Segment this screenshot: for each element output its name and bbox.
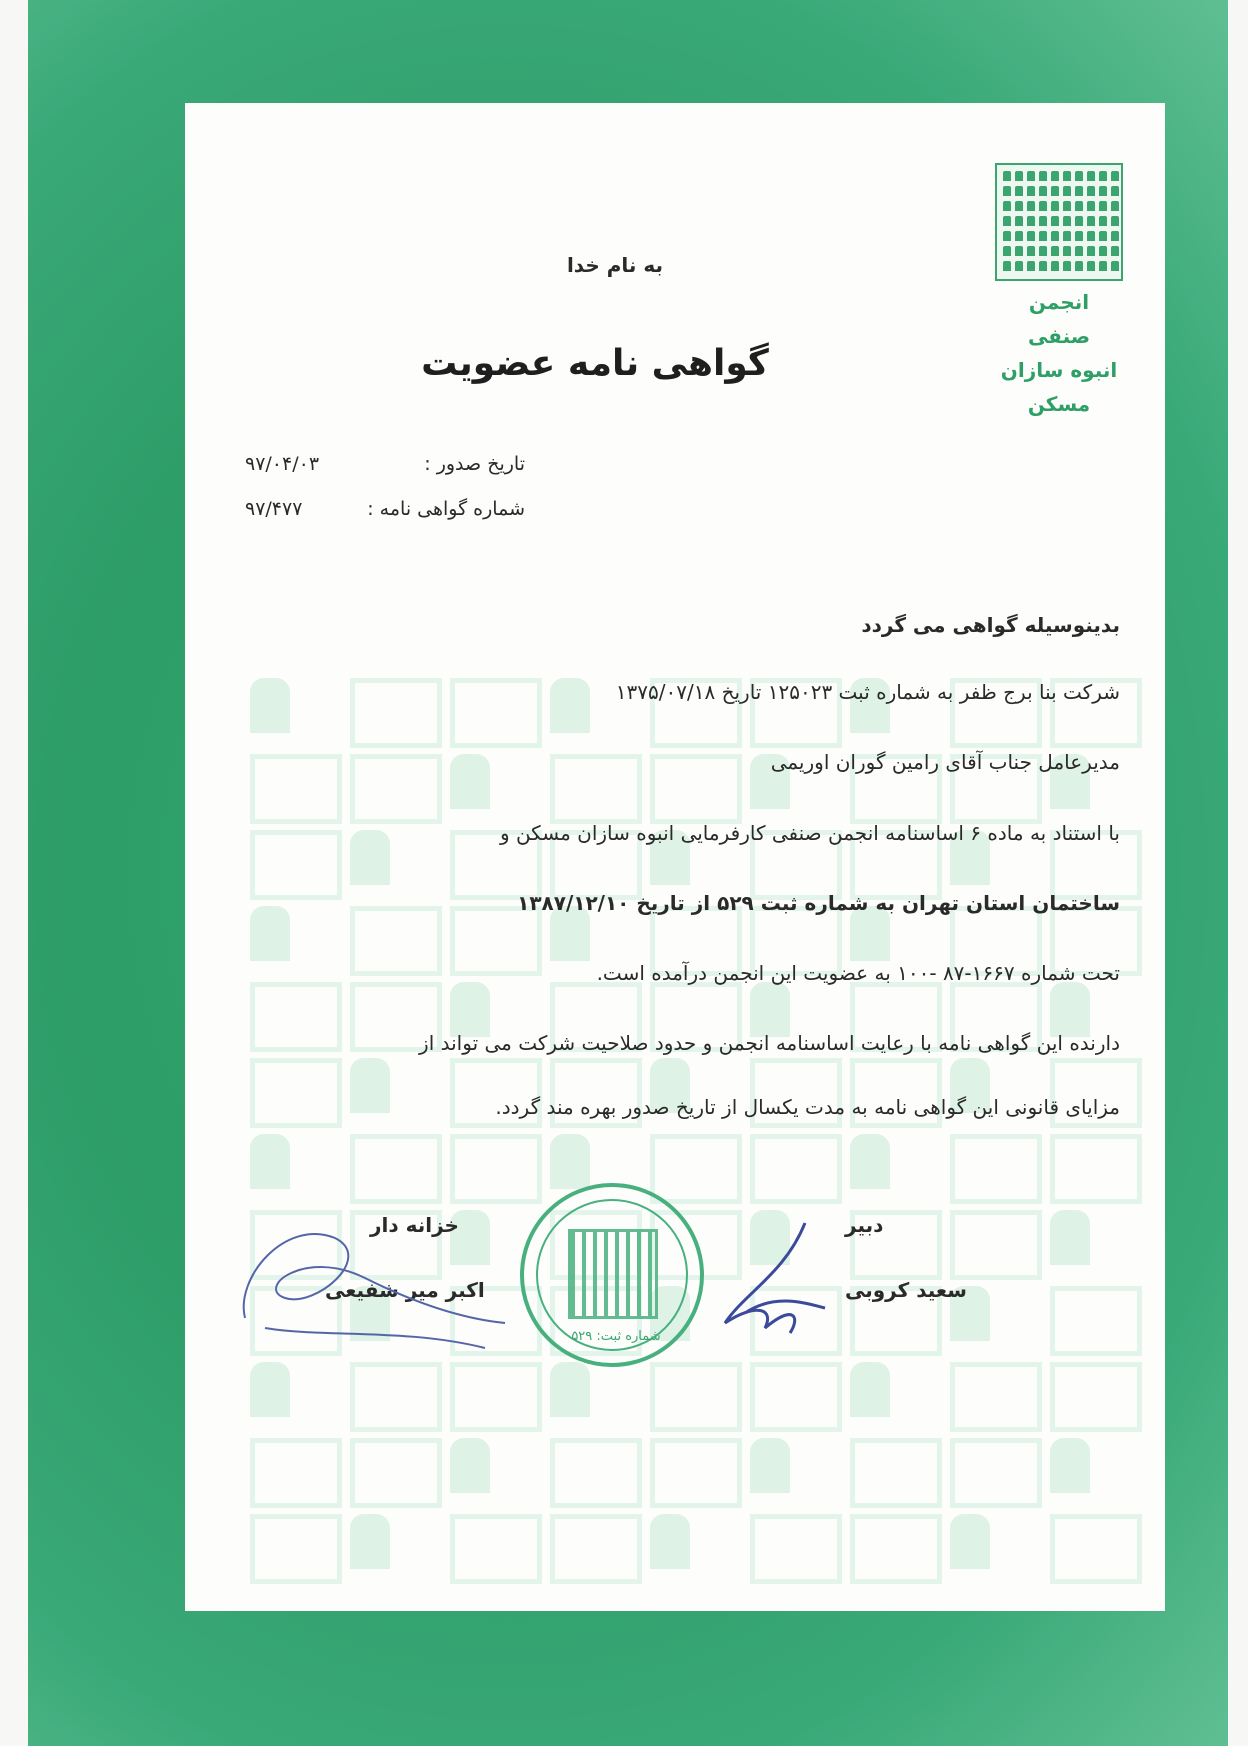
watermark-tile: [350, 1362, 442, 1432]
watermark-tile: [450, 1438, 490, 1493]
watermark-tile: [350, 1514, 390, 1569]
bismillah-heading: به نام خدا: [566, 253, 664, 277]
certificate-number-label: شماره گواهی نامه :: [367, 498, 525, 520]
logo-window: [1111, 261, 1119, 271]
watermark-tile: [850, 1362, 890, 1417]
watermark-tile: [350, 1438, 442, 1508]
watermark-tile: [250, 982, 342, 1052]
watermark-tile: [350, 678, 442, 748]
official-stamp: [520, 1183, 704, 1367]
logo-window: [1039, 201, 1047, 211]
watermark-tile: [1050, 1134, 1142, 1204]
watermark-tile: [750, 982, 790, 1037]
watermark-tile: [550, 1362, 590, 1417]
province-line: ساختمان استان تهران به شماره ثبت ۵۲۹ از تاریخ ۱۳۸۷/۱۲/۱۰: [517, 891, 1120, 915]
logo-window: [1051, 171, 1059, 181]
logo-window: [1075, 186, 1083, 196]
logo-window: [1111, 246, 1119, 256]
watermark-tile: [1050, 1362, 1142, 1432]
logo-window: [1015, 186, 1023, 196]
logo-window: [1051, 261, 1059, 271]
watermark-tile: [950, 1438, 1042, 1508]
watermark-tile: [850, 1514, 942, 1584]
logo-window: [1087, 216, 1095, 226]
issue-date-label: تاریخ صدور :: [424, 453, 525, 475]
logo-window: [1027, 186, 1035, 196]
watermark-tile: [350, 1134, 442, 1204]
logo-window: [1063, 231, 1071, 241]
logo-window: [1075, 231, 1083, 241]
certify-line: بدینوسیله گواهی می گردد: [861, 613, 1120, 637]
watermark-tile: [450, 982, 490, 1037]
watermark-tile: [750, 1514, 842, 1584]
logo-window: [1099, 216, 1107, 226]
logo-window: [1087, 231, 1095, 241]
watermark-tile: [250, 1134, 290, 1189]
watermark-tile: [1050, 1286, 1142, 1356]
secretary-title: دبیر: [845, 1213, 884, 1237]
watermark-tile: [650, 754, 742, 824]
logo-window: [1075, 201, 1083, 211]
logo-window: [1099, 201, 1107, 211]
building-grid-icon: [995, 163, 1123, 281]
watermark-tile: [950, 1362, 1042, 1432]
watermark-tile: [1050, 1210, 1090, 1265]
treasurer-name: اکبر میر شفیعی: [325, 1278, 485, 1302]
watermark-tile: [450, 1362, 542, 1432]
logo-window: [1027, 171, 1035, 181]
certificate-title: گواهی نامه عضویت: [421, 343, 769, 384]
watermark-tile: [250, 754, 342, 824]
watermark-tile: [750, 1362, 842, 1432]
logo-window: [1099, 261, 1107, 271]
logo-window: [1111, 231, 1119, 241]
logo-window: [1051, 246, 1059, 256]
logo-window: [1039, 231, 1047, 241]
watermark-tile: [450, 1134, 542, 1204]
issue-date-value: ۹۷/۰۴/۰۳: [245, 453, 320, 475]
watermark-tile: [450, 678, 542, 748]
logo-window: [1075, 171, 1083, 181]
logo-window: [1099, 171, 1107, 181]
logo-window: [1015, 261, 1023, 271]
logo-window: [1039, 186, 1047, 196]
watermark-tile: [450, 906, 542, 976]
logo-window: [1075, 216, 1083, 226]
logo-window: [1039, 216, 1047, 226]
watermark-tile: [350, 830, 390, 885]
watermark-tile: [550, 678, 590, 733]
watermark-tile: [1050, 1438, 1090, 1493]
watermark-tile: [350, 1058, 390, 1113]
watermark-tile: [550, 1438, 642, 1508]
watermark-tile: [250, 1362, 290, 1417]
logo-window: [1051, 186, 1059, 196]
watermark-tile: [250, 1058, 342, 1128]
company-line: شرکت بنا برج ظفر به شماره ثبت ۱۲۵۰۲۳ تاریخ ۱۳۷۵/۰۷/۱۸: [615, 680, 1120, 704]
stamp-text: شماره ثبت: ۵۲۹: [571, 1329, 661, 1344]
logo-window: [1111, 201, 1119, 211]
logo-window: [1003, 171, 1011, 181]
logo-window: [1039, 261, 1047, 271]
watermark-tile: [950, 1514, 990, 1569]
holder-line: دارنده این گواهی نامه با رعایت اساسنامه انجمن و حدود صلاحیت شرکت می تواند از: [419, 1031, 1120, 1055]
logo-window: [1039, 171, 1047, 181]
logo-window: [1111, 216, 1119, 226]
logo-window: [1075, 261, 1083, 271]
ceo-line: مدیرعامل جناب آقای رامین گوران اوریمی: [770, 750, 1120, 774]
secretary-signature: [705, 1213, 855, 1343]
membership-line: تحت شماره ۱۶۶۷-۸۷ -۱۰۰ به عضویت این انجمن درآمده است.: [596, 961, 1120, 985]
treasurer-signature: [225, 1198, 525, 1368]
watermark-tile: [550, 754, 642, 824]
logo-window: [1111, 186, 1119, 196]
logo-window: [1015, 246, 1023, 256]
logo-window: [1051, 231, 1059, 241]
logo-window: [1087, 201, 1095, 211]
logo-line-1: انجمن صنفی: [1027, 290, 1091, 348]
logo-window: [1039, 246, 1047, 256]
logo-window: [1027, 261, 1035, 271]
watermark-tile: [750, 1438, 790, 1493]
logo-window: [1015, 171, 1023, 181]
logo-window: [1099, 231, 1107, 241]
logo-window: [1063, 201, 1071, 211]
secretary-name: سعید کروبی: [845, 1278, 967, 1302]
background-watermark-pattern: [250, 678, 1165, 1608]
certificate-inner-panel: [185, 103, 1165, 1611]
logo-window: [1027, 246, 1035, 256]
logo-window: [1063, 246, 1071, 256]
watermark-tile: [850, 1438, 942, 1508]
logo-window: [1099, 186, 1107, 196]
watermark-tile: [350, 754, 442, 824]
watermark-tile: [450, 754, 490, 809]
green-border-frame: [28, 0, 1228, 1746]
watermark-tile: [850, 1134, 890, 1189]
logo-window: [1015, 231, 1023, 241]
watermark-tile: [650, 1134, 742, 1204]
logo-window: [1063, 186, 1071, 196]
logo-window: [1003, 216, 1011, 226]
logo-window: [1087, 246, 1095, 256]
watermark-tile: [650, 1514, 690, 1569]
watermark-tile: [550, 1514, 642, 1584]
watermark-tile: [1050, 1514, 1142, 1584]
watermark-tile: [750, 1134, 842, 1204]
logo-window: [1087, 186, 1095, 196]
logo-window: [1027, 231, 1035, 241]
watermark-tile: [950, 1210, 1042, 1280]
statute-line: با استناد به ماده ۶ اساسنامه انجمن صنفی کارفرمایی انبوه سازان مسکن و: [499, 821, 1120, 845]
watermark-tile: [250, 830, 342, 900]
logo-window: [1003, 246, 1011, 256]
watermark-tile: [250, 678, 290, 733]
logo-window: [1015, 216, 1023, 226]
logo-window: [1111, 171, 1119, 181]
watermark-tile: [250, 1438, 342, 1508]
validity-line: مزایای قانونی این گواهی نامه به مدت یکسال از تاریخ صدور بهره مند گردد.: [495, 1095, 1120, 1119]
logo-window: [1063, 261, 1071, 271]
logo-window: [1051, 216, 1059, 226]
treasurer-title: خزانه دار: [370, 1213, 459, 1237]
logo-window: [1075, 246, 1083, 256]
watermark-tile: [350, 906, 442, 976]
watermark-tile: [1050, 982, 1090, 1037]
watermark-tile: [250, 906, 290, 961]
watermark-tile: [650, 1438, 742, 1508]
logo-window: [1063, 171, 1071, 181]
stamp-building-icon: [568, 1229, 658, 1319]
association-logo: [995, 163, 1123, 421]
watermark-tile: [550, 1134, 590, 1189]
watermark-tile: [950, 1134, 1042, 1204]
logo-window: [1087, 261, 1095, 271]
logo-window: [1027, 216, 1035, 226]
logo-window: [1087, 171, 1095, 181]
logo-window: [1051, 201, 1059, 211]
logo-line-2: انبوه سازان مسکن: [1000, 358, 1118, 416]
logo-window: [1003, 186, 1011, 196]
watermark-tile: [250, 1514, 342, 1584]
logo-window: [1003, 261, 1011, 271]
logo-window: [1015, 201, 1023, 211]
logo-window: [1027, 201, 1035, 211]
logo-window: [1003, 231, 1011, 241]
watermark-tile: [450, 1514, 542, 1584]
certificate-number-value: ۹۷/۴۷۷: [245, 498, 303, 520]
watermark-tile: [650, 1362, 742, 1432]
logo-window: [1003, 201, 1011, 211]
logo-window: [1099, 246, 1107, 256]
logo-window: [1063, 216, 1071, 226]
